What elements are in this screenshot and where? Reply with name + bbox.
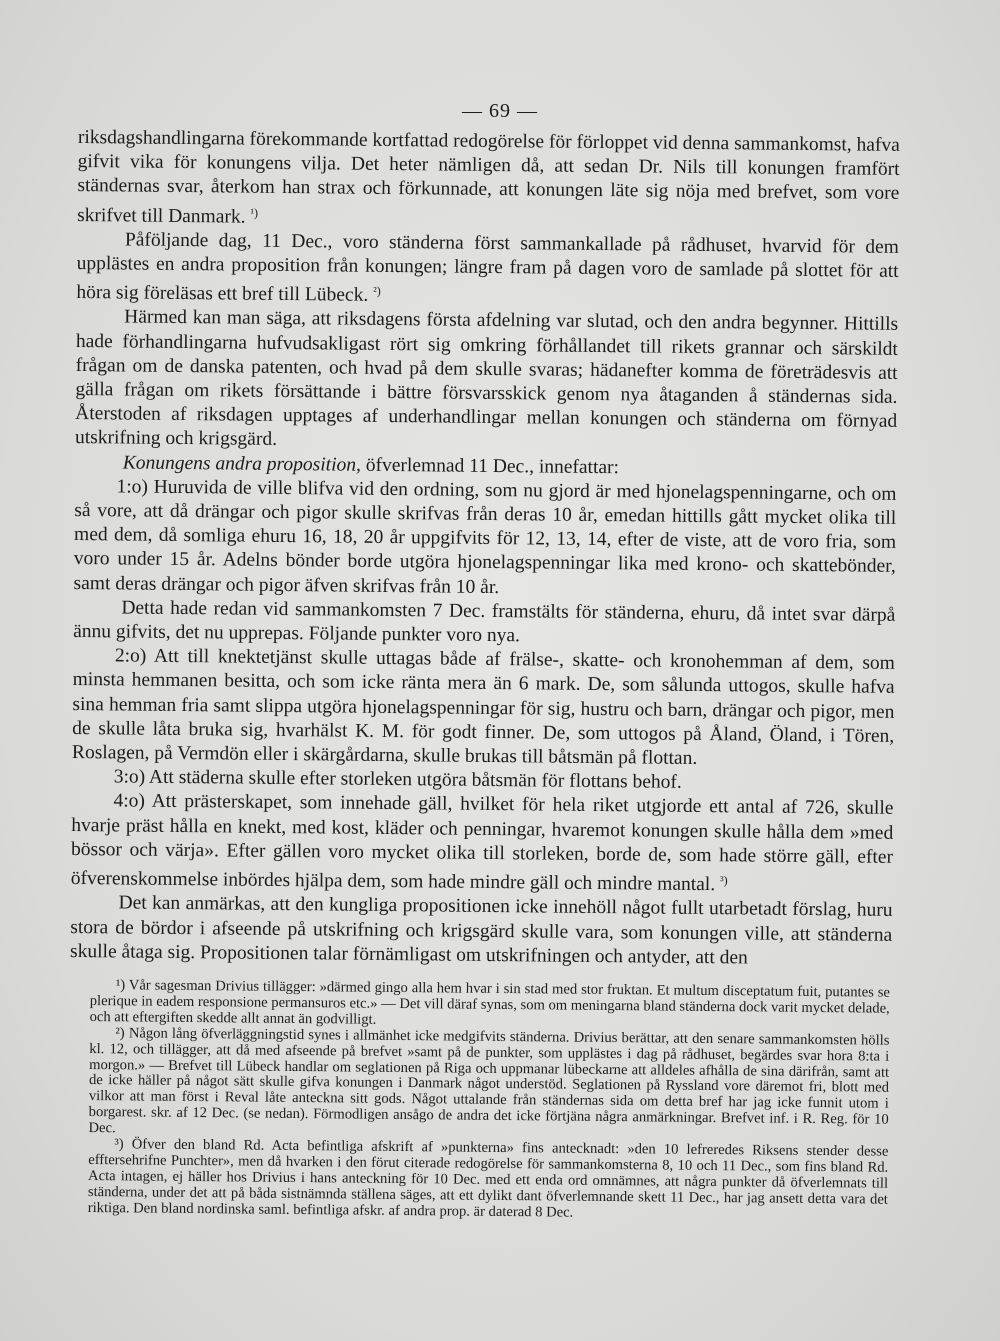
paragraph-text: Härmed kan man säga, att riksdagens första afdelning var slutad, och den andra begynner. Hittills hade förhandlingarna hufvudsakligast rört sig omkring förhållandet till rikets grannar och särskildt frågan om de danska patenten, och hvad på dem skulle svaras; hädanefter komma de företrädesvis att gälla frågan om rikets försättande i bättre försvarsskick genom nya åtaganden å ständernas sida. Återstoden af riksdagen upptages af underhandlingar mellan konungen och ständerna om förnyad utskrifning och krigsgärd. bbox=[74, 306, 899, 451]
paragraph-3 bbox=[75, 305, 898, 458]
footnotes bbox=[88, 978, 890, 1224]
paragraph-text: 4:o) Att prästerskapet, som innehade gäll, hvilket för hela riket utgjorde ett antal af 726, skulle hvarje präst hålla en knekt, med kost, kläder och penningar, hvaremot konungen skulle hålla dem »med bössor och värja». Efter gällen voro mycket olika till storleken, borde de, som hade större gäll, efter öfverenskommelse inbördes hjälpa dem, som hade mindre gäll och mindre mantal. bbox=[70, 790, 894, 896]
main-text bbox=[70, 126, 900, 972]
paragraph-text: 1:o) Huruvida de ville blifva vid den ordning, som nu gjord är med hjonelagspenningarne, och om så vore, att då drängar och pigor skulle skrifvas från deras 10 år, emedan hittills gått mycket olika till med dem, då somliga ehuru 16, 18, 20 år uppgifvits för 12, 13, 14, efter de viste, att de voro fria, som voro under 15 år. Adelns bönder borde utgöra hjonelagspenningar lika med krono- och skattebönder, samt deras drängar och pigor äfven skrifvas från 10 år. bbox=[73, 476, 897, 598]
italic-heading: Konungens andra proposition, bbox=[122, 452, 362, 476]
footnote-1: ¹) Vår sagesman Drivius tillägger: »därmed gingo alla hem hvar i sin stad med stor fruktan. Et multum disceptatum fuit, putantes se plerique in eadem responsione permansuros etc.» — Det vill däraf synas, som om meningarna bland ständerna dock varit mycket delade, och att eftergiften skedde allt annat än godvilligt. bbox=[89, 977, 890, 1028]
paragraph-6 bbox=[73, 596, 895, 652]
paragraph-text: Påföljande dag, 11 Dec., voro ständerna först sammankallade på rådhuset, hvarvid för dem upplästes en andra proposition från konungen; längre fram på dagen voro de samlade på slottet för att höra sig föreläsas ett bref till Lübeck. bbox=[76, 229, 899, 307]
footnote-3: ³) Öfver den bland Rd. Acta befintliga afskrift af »punkterna» fins antecknadt: »den 10 lefreredes Riksens stender desse efftersehrifne Punchter», men då hvarken i den förut citerade redogörelse för sammankomsterna 8, 10 och 11 Dec., som fins bland Rd. Acta intagen, ej häller hos Drivius i hans anteckning för 10 Dec. med ett enda ord omnämnes, att några punkter då öfverlemnats till ständerna, under det att på båda sistnämnda ställena säges, att ett dylikt dant öfverlemnande skett 11 Dec., har jag ansett detta vara det riktiga. Den bland nordinska saml. befintliga afskr. af andra prop. är daterad 8 Dec. bbox=[87, 1136, 889, 1221]
page-number: — 69 — bbox=[462, 100, 538, 122]
paragraph-text: Det kan anmärkas, att den kungliga propositionen icke innehöll något fullt utarbetadt förslag, huru stora de bördor i afseende på utskrifning och krigsgärd skulle vara, som konungen ville, att ständerna skulle åtaga sig. Propositionen talar förnämligast om utskrifningen och antyder, att den bbox=[69, 892, 893, 969]
paragraph-9 bbox=[71, 789, 894, 899]
paragraph-text: öfverlemnad 11 Dec., innefattar: bbox=[360, 454, 620, 478]
footnote-ref: ²) bbox=[373, 284, 381, 299]
paragraph-text: riksdagshandlingarna förekommande kortfattad redogörelse för förloppet vid denna sammankomst, hafva gifvit vika för konungens vilja. Det heter nämligen då, att sedan Dr. Nils till konungen framfört ständernas svar, återkom han strax och förkunnade, att konungen läte sig nöja med brefvet, som vore skrifvet till Danmark. bbox=[77, 126, 900, 228]
paragraph-1 bbox=[77, 126, 900, 236]
footnote-ref: ³) bbox=[720, 873, 728, 888]
footnote-ref: ¹) bbox=[250, 205, 259, 220]
footnote-2: ²) Någon lång öfverläggningstid synes i allmänhet icke medgifvits ständerna. Drivius berättar, att den senare sammankomsten hölls kl. 12, och tillägger, att då med afseende på brefvet »samt på de punkter, som upplästes i dag på rådhuset, begärdes svar hora 8:ta i morgon.» — Brefvet till Lübeck handlar om seglationen på Riga och uppmanar lübeckarne att alldeles afhålla de sina därifrån, samt att de icke häller på något sätt skulle gifva konungen i Danmark något understöd. Seglationen på Ryssland vore däremot fri, blott med vilkor att man först i Reval låte anteckna sitt gods. Något uttalande från ständernas sida om detta bref har jag icke funnit utom i borgarest. skr. af 12 Dec. (se nedan). Förmodligen ansågo de andra det icke förtjäna några anmärkningar. Brefvet inf. i R. Reg. för 10 Dec. bbox=[88, 1024, 890, 1137]
paragraph-2 bbox=[76, 228, 899, 313]
paragraph-text: 2:o) Att till knektetjänst skulle uttagas både af frälse-, skatte- och kronohemman af dem, som minsta hemmanen besitta, och som icke ränta mera än 6 mark. De, som sålunda uttogos, skulle hafva sina hemman fria samt slippa utgöra hjonelagspenningar för sig, hustru och barn, drängar och pigor, men de skulle låta bruka sig, hvarhälst K. M. för godt finner. De, som uttogos på Åland, Öland, i Tören, Roslagen, på Vermdön eller i skärgårdarna, skulle brukas till båtsmän på flottan. bbox=[71, 645, 895, 770]
paragraph-7 bbox=[72, 644, 895, 773]
paragraph-text: 3:o) Att städerna skulle efter storleken utgöra båtsmän för flottans behof. bbox=[113, 766, 682, 794]
paragraph-text: Detta hade redan vid sammankomsten 7 Dec. framstälts för ständerna, ehuru, då intet svar därpå ännu gifvits, det nu upprepas. Följande punkter voro nya. bbox=[73, 597, 896, 647]
paragraph-10 bbox=[70, 891, 893, 971]
paragraph-5 bbox=[73, 475, 896, 604]
